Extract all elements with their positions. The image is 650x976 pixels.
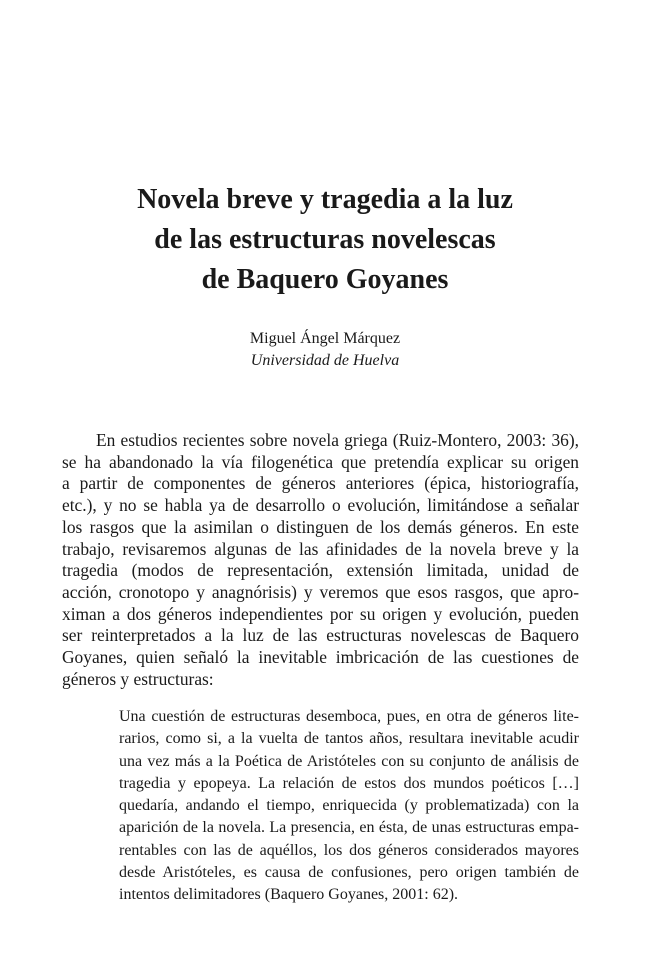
author-name: Miguel Ángel Márquez bbox=[249, 330, 401, 347]
paragraph-line: tragedia (modos de representación, extensión limitada, unidad de bbox=[62, 560, 579, 581]
paragraph-line: a partir de componentes de géneros anteriores (épica, historiografía, bbox=[62, 473, 579, 494]
title-line: de Baquero Goyanes bbox=[201, 264, 449, 295]
paragraph-line: se ha abandonado la vía filogenética que pretendía explicar su origen bbox=[62, 451, 579, 472]
article-title bbox=[60, 180, 590, 300]
quote-line: aparición de la novela. La presencia, en ésta, de unas estructuras empa- bbox=[119, 819, 579, 837]
body-paragraph bbox=[62, 430, 579, 690]
quote-line: desde Aristóteles, es causa de confusiones, pero origen también de bbox=[119, 864, 579, 882]
paragraph-line: ser reinterpretados a la luz de las estructuras novelescas de Baquero bbox=[62, 625, 579, 646]
title-line: Novela breve y tragedia a la luz bbox=[137, 184, 513, 215]
paragraph-line: acción, cronotopo y anagnórisis) y veremos que esos rasgos, que apro- bbox=[62, 581, 579, 602]
block-quote bbox=[119, 706, 579, 907]
paragraph-line: los rasgos que la asimilan o distinguen de los demás géneros. En este bbox=[62, 516, 579, 537]
paragraph-line: En estudios recientes sobre novela griega (Ruiz-Montero, 2003: 36), bbox=[96, 430, 579, 450]
paragraph-line: ximan a dos géneros independientes por su origen y evolución, pueden bbox=[62, 603, 579, 624]
title-line: de las estructuras novelescas bbox=[154, 224, 496, 255]
quote-line: Una cuestión de estructuras desemboca, pues, en otra de géneros lite- bbox=[119, 708, 579, 725]
quote-line: intentos delimitadores (Baquero Goyanes, 2001: 62). bbox=[119, 886, 459, 904]
quote-line: tragedia y epopeya. La relación de estos dos mundos poéticos […] bbox=[119, 774, 579, 792]
paragraph-line: Goyanes, quien señaló la inevitable imbricación de las cuestiones de bbox=[62, 647, 579, 668]
paragraph-line: géneros y estructuras: bbox=[62, 668, 214, 689]
paragraph-line: trabajo, revisaremos algunas de las afinidades de la novela breve y la bbox=[62, 538, 579, 559]
quote-line: rarios, como si, a la vuelta de tantos años, resultara inevitable acudir bbox=[119, 730, 579, 748]
author-affiliation: Universidad de Huelva bbox=[250, 352, 400, 369]
quote-line: una vez más a la Poética de Aristóteles con su conjunto de análisis de bbox=[119, 752, 579, 770]
quote-line: quedaría, andando el tiempo, enriquecida (y problematizada) con la bbox=[119, 797, 579, 815]
quote-line: rentables con las de aquéllos, los dos géneros considerados mayores bbox=[119, 841, 579, 859]
paragraph-line: etc.), y no se habla ya de desarrollo o evolución, limitándose a señalar bbox=[62, 495, 579, 516]
